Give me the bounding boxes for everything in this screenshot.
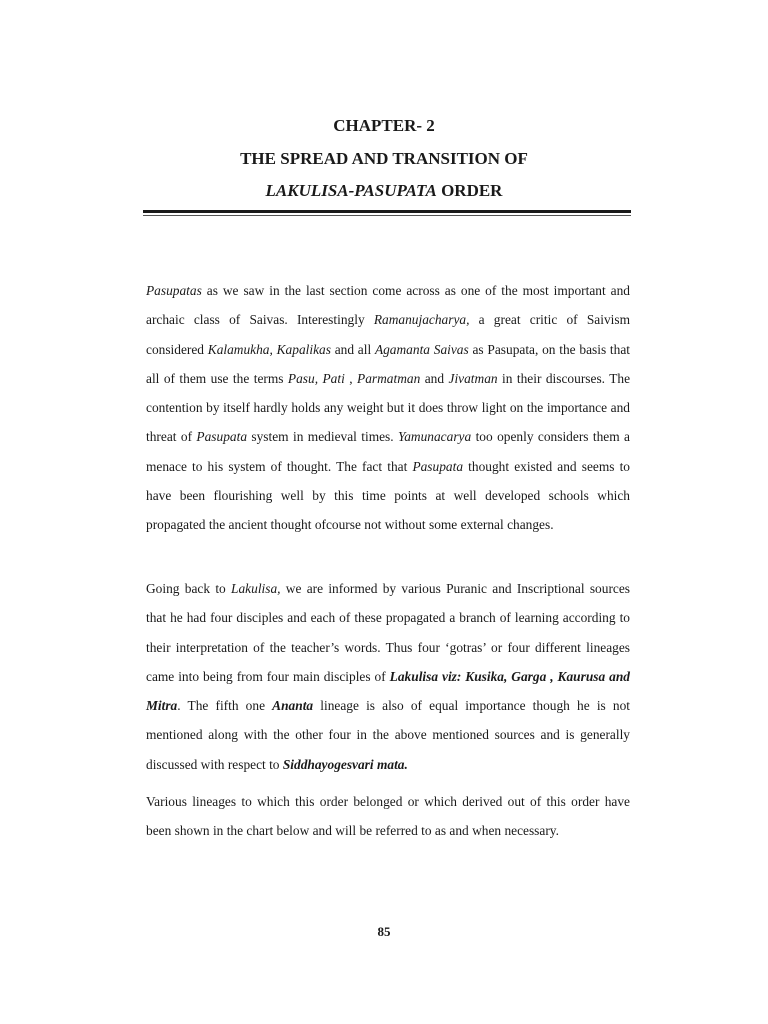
term-agamanta-saivas: Agamanta Saivas xyxy=(374,341,469,357)
text-run: in their discourses. The contention by itself hardly holds any weight but it does throw light on the importance and threat of xyxy=(146,370,631,445)
text-run: and xyxy=(420,370,449,386)
text-run: lineage is also of equal importance though he is not mentioned along with the other four in the above mentioned sources and is generally discussed with respect to xyxy=(146,698,631,772)
term-ramanujacharya: Ramanujacharya, xyxy=(373,312,470,328)
term-jivatman: Jivatman xyxy=(448,370,498,386)
term-pasu-pati: Pasu, Pati xyxy=(287,370,345,386)
text-run: . The fifth one xyxy=(177,698,273,714)
text-run: too openly considers them a menace to his system of thought. The fact that xyxy=(146,429,630,474)
term-disciples: Lakulisa viz: Kusika, Garga , Kaurusa and Mitra xyxy=(146,668,630,714)
text-run: thought existed and seems to have been flourishing well by this time points at well developed schools which propagated the ancient thought ofcourse not without some external changes. xyxy=(146,458,630,533)
paragraph-3 xyxy=(146,787,630,846)
text-run: system in medieval times. xyxy=(247,429,399,445)
term-parmatman: Parmatman xyxy=(357,370,421,386)
text-run: a great critic of Saivism considered xyxy=(146,312,631,357)
page-number: 85 xyxy=(377,924,391,939)
text-run: as we saw in the last section come across as one of the most important and archaic class of Saivas. Interestingly xyxy=(146,283,630,328)
paragraph-2 xyxy=(146,574,630,779)
term-ananta: Ananta xyxy=(272,698,314,714)
term-lakulisa: Lakulisa, xyxy=(231,581,281,596)
text-run: , xyxy=(344,370,358,386)
chapter-title-plain: ORDER xyxy=(436,181,503,200)
title-divider xyxy=(143,210,631,213)
text-run: we are informed by various Puranic and Inscriptional sources that he had four disciples and each of these propagated a branch of learning according to their interpretation of the teacher’s words. Thus four ‘gotras’ or four different lineages came into being from four main disciples of xyxy=(146,581,631,684)
term-siddhayogesvari-mata: Siddhayogesvari mata. xyxy=(282,756,408,772)
text-run: Various lineages to which this order belonged or which derived out of this order have been shown in the chart below and will be referred to as and when necessary. xyxy=(146,794,630,839)
term-pasupata: Pasupata xyxy=(196,429,248,445)
title-divider-thin xyxy=(143,215,631,216)
term-kalamukha-kapalikas: Kalamukha, Kapalikas xyxy=(207,341,331,357)
term-yamunacarya: Yamunacarya xyxy=(398,429,472,445)
text-run: and all xyxy=(330,341,375,357)
chapter-title-line2 xyxy=(0,181,768,201)
chapter-title-line1: THE SPREAD AND TRANSITION OF xyxy=(240,149,528,168)
paragraph-1 xyxy=(146,276,630,540)
chapter-label: CHAPTER- 2 xyxy=(333,116,435,135)
text-run: as Pasupata, on the basis that all of them use the terms xyxy=(146,341,630,386)
term-pasupata: Pasupata xyxy=(412,458,464,474)
text-run: Going back to xyxy=(146,581,232,596)
chapter-title-italic: LAKULISA-PASUPATA xyxy=(265,181,437,200)
term-pasupatas: Pasupatas xyxy=(146,283,202,298)
